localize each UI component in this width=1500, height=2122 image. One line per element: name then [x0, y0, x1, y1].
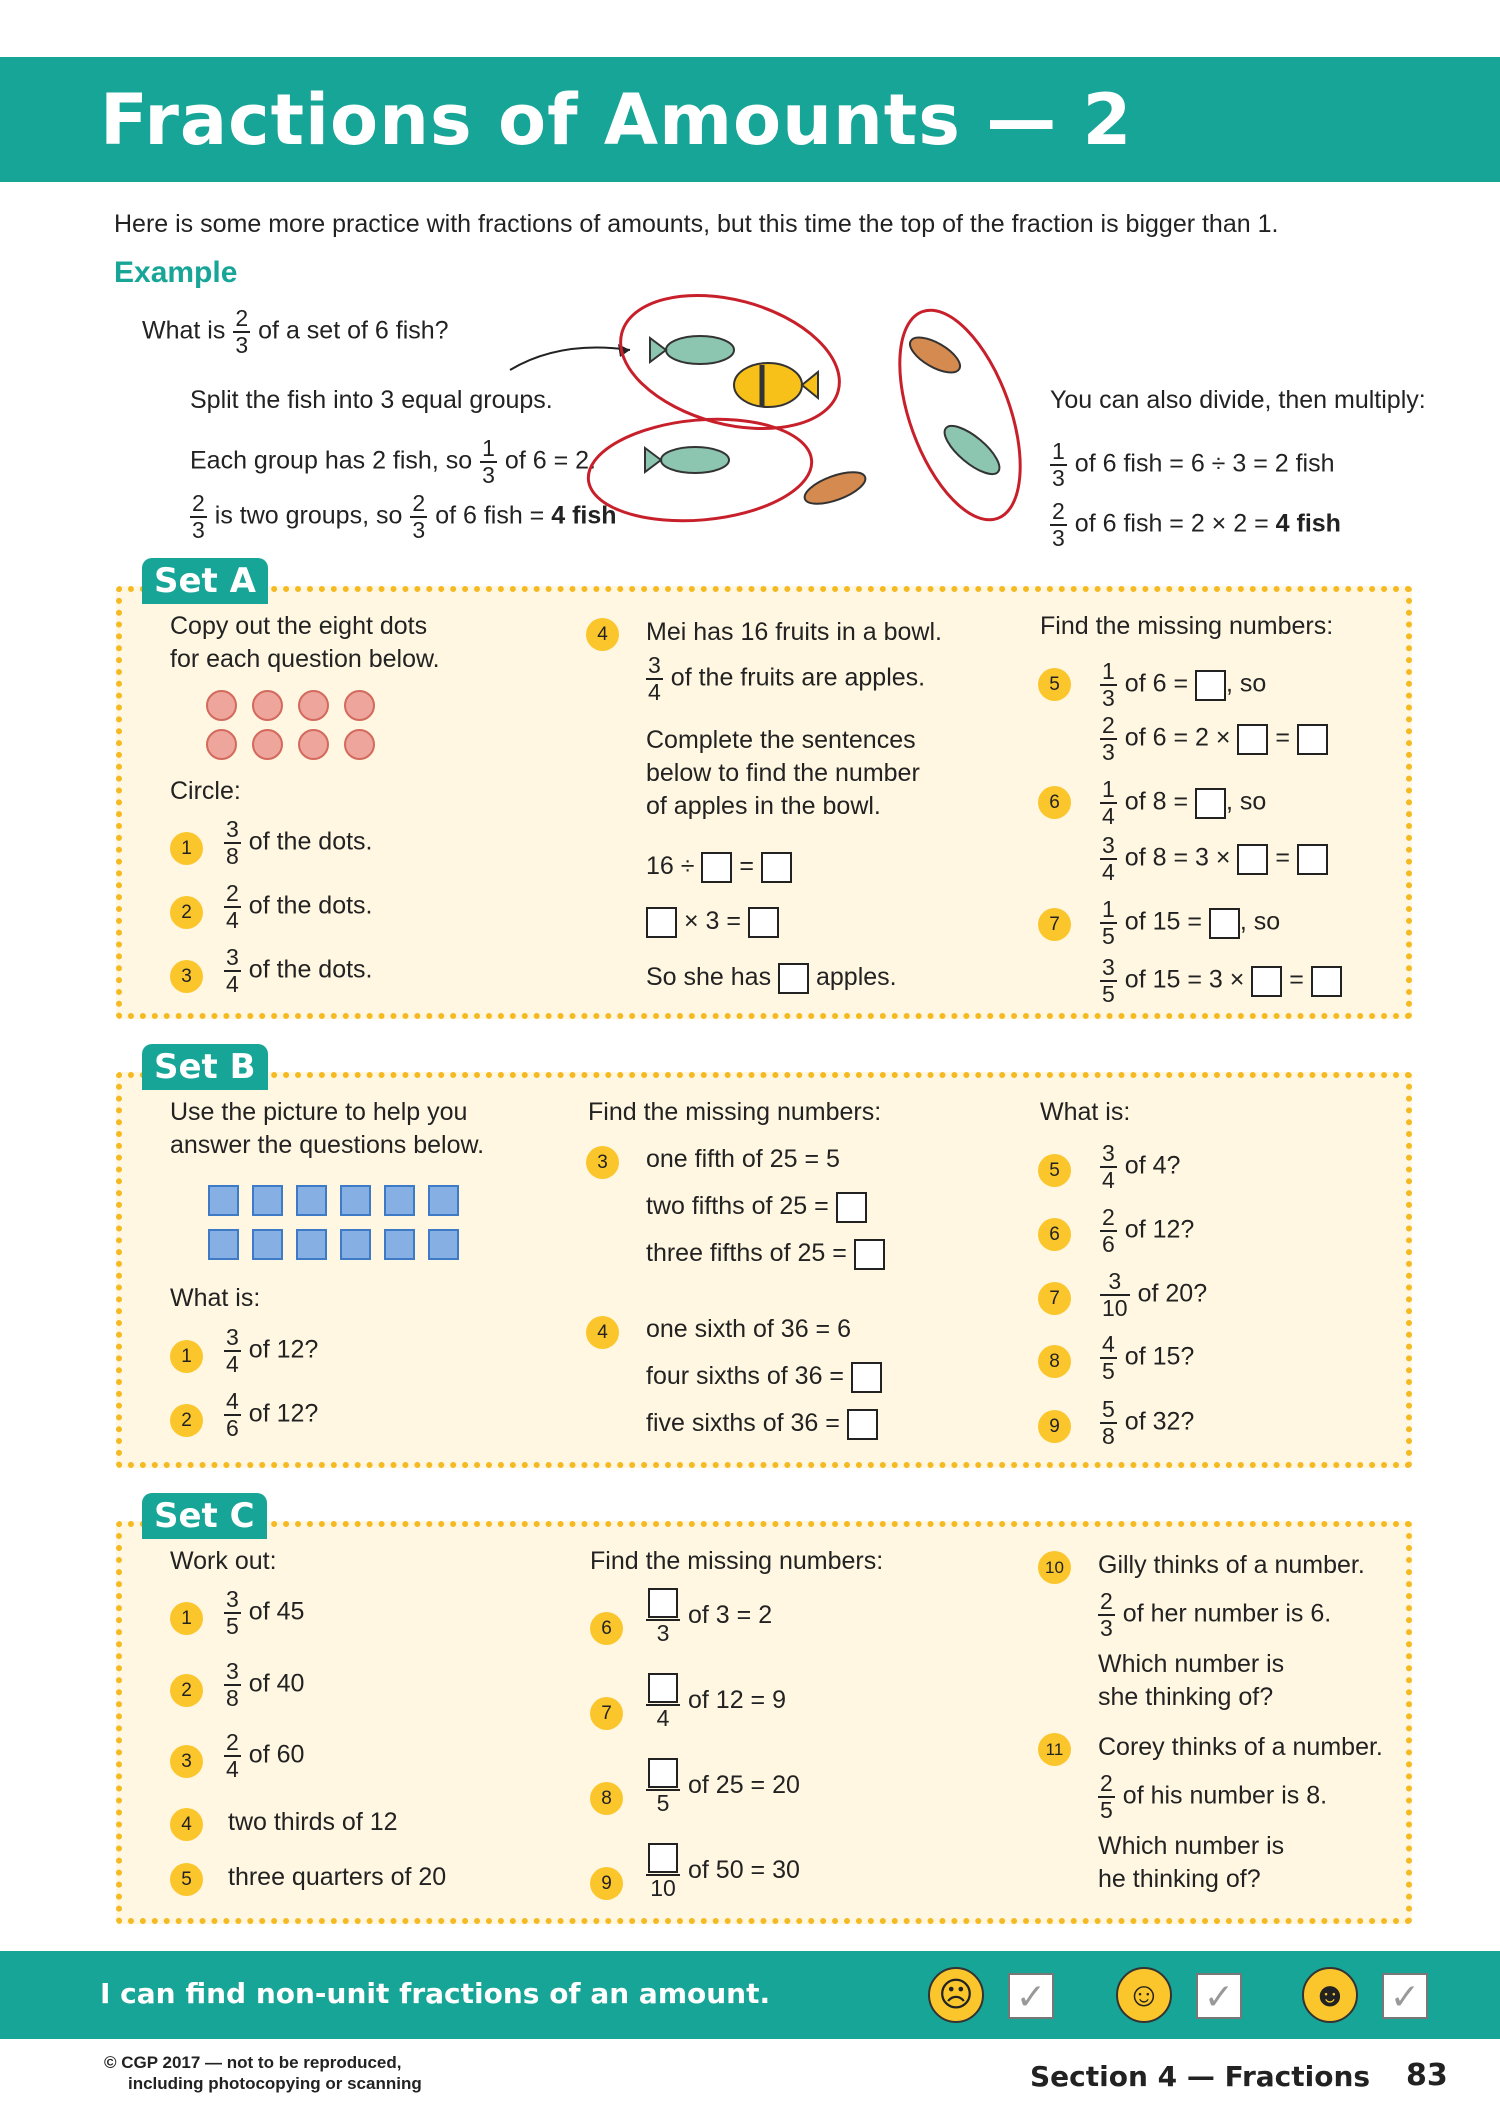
set-c-q2: $\frac{3}{8}$ of 40: [226, 1658, 305, 1711]
square: [208, 1185, 239, 1216]
question-number-5: 5: [170, 1863, 203, 1896]
answer-box[interactable]: [1195, 788, 1226, 819]
example-alt2: $\frac{2}{3}$ of 6 fish = 2 × 2 = 4 fish: [1052, 498, 1341, 551]
check-box[interactable]: ✓: [1382, 1973, 1428, 2019]
set-b-tab: Set B: [142, 1044, 268, 1090]
square: [384, 1185, 415, 1216]
set-b-what: What is:: [170, 1284, 261, 1312]
set-c-find: Find the missing numbers:: [590, 1547, 884, 1575]
answer-box[interactable]: [648, 1588, 678, 1618]
square: [340, 1229, 371, 1260]
square: [340, 1185, 371, 1216]
set-c-q4: two thirds of 12: [228, 1808, 398, 1836]
set-c-work: Work out:: [170, 1547, 277, 1575]
set-b-use-1: Use the picture to help you: [170, 1098, 468, 1126]
set-a-q1: $\frac{3}{8}$ of the dots.: [226, 816, 373, 869]
question-number-9: 9: [590, 1867, 623, 1900]
dot: [252, 729, 283, 760]
question-number-4: 4: [170, 1808, 203, 1841]
fish-icon: [801, 466, 869, 510]
set-a-q3: $\frac{3}{4}$ of the dots.: [226, 944, 373, 997]
answer-box[interactable]: [854, 1239, 885, 1270]
square: [384, 1229, 415, 1260]
check-box[interactable]: ✓: [1196, 1973, 1242, 2019]
section-label: Section 4 — Fractions: [1030, 2060, 1371, 2093]
wink-face-icon: ☻: [1302, 1967, 1358, 2023]
answer-box[interactable]: [748, 907, 779, 938]
dot: [252, 690, 283, 721]
question-number-5: 5: [1038, 668, 1071, 701]
check-box[interactable]: ✓: [1008, 1973, 1054, 2019]
question-number-1: 1: [170, 1340, 203, 1373]
set-c-g1: Gilly thinks of a number.: [1098, 1551, 1365, 1579]
dot: [344, 690, 375, 721]
set-a-q4-line1: Mei has 16 fruits in a bowl.: [646, 618, 942, 646]
question-number-9: 9: [1038, 1410, 1071, 1443]
dot: [344, 729, 375, 760]
question-number-11: 11: [1038, 1733, 1071, 1766]
footer-banner: [0, 1951, 1500, 2039]
set-a-q4-line4: below to find the number: [646, 759, 920, 787]
unsure-face-icon: ☹: [928, 1967, 984, 2023]
answer-box[interactable]: [648, 1673, 678, 1703]
set-b-use-2: answer the questions below.: [170, 1131, 485, 1159]
answer-box[interactable]: [648, 1843, 678, 1873]
set-b-f2: two fifths of 25 =: [646, 1190, 867, 1224]
answer-box[interactable]: [836, 1192, 867, 1223]
dot: [206, 690, 237, 721]
question-number-2: 2: [170, 896, 203, 929]
page-number: 83: [1406, 2058, 1448, 2093]
question-number-3: 3: [170, 1745, 203, 1778]
set-a-q2: $\frac{2}{4}$ of the dots.: [226, 880, 373, 933]
question-number-7: 7: [1038, 1282, 1071, 1315]
question-number-8: 8: [1038, 1345, 1071, 1378]
question-number-7: 7: [1038, 908, 1071, 941]
answer-box[interactable]: [1297, 724, 1328, 755]
set-b-q5: $\frac{3}{4}$ of 4?: [1102, 1140, 1181, 1193]
set-a-q6b: $\frac{3}{4}$ of 8 = 3 × =: [1100, 834, 1328, 884]
fish-picture: [500, 290, 1040, 540]
dot: [206, 729, 237, 760]
answer-box[interactable]: [778, 963, 809, 994]
example-split: Split the fish into 3 equal groups.: [190, 386, 553, 414]
answer-box[interactable]: [646, 907, 677, 938]
answer-box[interactable]: [1195, 670, 1226, 701]
question-number-4: 4: [586, 1316, 619, 1349]
set-a-eq3: So she has apples.: [646, 961, 897, 995]
square: [252, 1229, 283, 1260]
set-c-q9: 10 of 50 = 30: [646, 1843, 800, 1900]
set-c-c3: Which number is: [1098, 1832, 1285, 1860]
question-number-6: 6: [590, 1612, 623, 1645]
answer-box[interactable]: [1237, 844, 1268, 875]
set-a-tab: Set A: [142, 558, 268, 604]
copyright: © CGP 2017 — not to be reproduced, including photocopying or scanning: [104, 2053, 422, 2094]
set-a-eq2: × 3 =: [646, 905, 779, 939]
question-number-3: 3: [586, 1146, 619, 1179]
question-number-7: 7: [590, 1697, 623, 1730]
question-number-3: 3: [170, 960, 203, 993]
set-b-s3: five sixths of 36 =: [646, 1407, 878, 1441]
set-c-c4: he thinking of?: [1098, 1865, 1261, 1893]
square: [428, 1185, 459, 1216]
set-a-copy-2: for each question below.: [170, 645, 440, 673]
question-number-1: 1: [170, 832, 203, 865]
example-also: You can also divide, then multiply:: [1050, 386, 1426, 414]
set-b-find: Find the missing numbers:: [588, 1098, 882, 1126]
question-number-10: 10: [1038, 1551, 1071, 1584]
set-b-what2: What is:: [1040, 1098, 1131, 1126]
set-b-f1: one fifth of 25 = 5: [646, 1145, 840, 1173]
answer-box[interactable]: [761, 852, 792, 883]
fish-group-3: [875, 295, 1040, 536]
set-b-s2: four sixths of 36 =: [646, 1360, 882, 1394]
set-c-q3: $\frac{2}{4}$ of 60: [226, 1729, 305, 1782]
example-each: Each group has 2 fish, so $\frac{1}{3}$ of 6 = 2.: [190, 435, 596, 488]
fish-icon: [650, 336, 734, 364]
question-number-1: 1: [170, 1602, 203, 1635]
square: [208, 1229, 239, 1260]
set-a-q4-line3: Complete the sentences: [646, 726, 916, 754]
example-question: What is $\frac{2}{3}$ of a set of 6 fish?: [142, 305, 449, 358]
arrow-icon: [510, 348, 630, 371]
intro-text: Here is some more practice with fractions of amounts, but this time the top of the fraction is bigger than 1.: [114, 210, 1279, 238]
set-c-c2: $\frac{2}{5}$ of his number is 8.: [1100, 1770, 1328, 1823]
answer-box[interactable]: [1251, 966, 1282, 997]
answer-box[interactable]: [1237, 724, 1268, 755]
set-b-q6: $\frac{2}{6}$ of 12?: [1102, 1204, 1195, 1257]
fish-icon: [905, 331, 965, 380]
dot: [298, 690, 329, 721]
question-number-6: 6: [1038, 1218, 1071, 1251]
set-b-q2: $\frac{4}{6}$ of 12?: [226, 1388, 319, 1441]
set-c-q8: 5 of 25 = 20: [646, 1758, 800, 1815]
question-number-2: 2: [170, 1404, 203, 1437]
fish-icon: [645, 447, 729, 473]
set-b-f3: three fifths of 25 =: [646, 1237, 885, 1271]
set-c-q7: 4 of 12 = 9: [646, 1673, 786, 1730]
set-a-find: Find the missing numbers:: [1040, 612, 1334, 640]
answer-box[interactable]: [847, 1409, 878, 1440]
answer-box[interactable]: [701, 852, 732, 883]
fish-icon: [938, 418, 1007, 482]
example-alt1: $\frac{1}{3}$ of 6 fish = 6 ÷ 3 = 2 fish: [1052, 438, 1335, 491]
set-c-g3: Which number is: [1098, 1650, 1285, 1678]
footer-statement: I can find non-unit fractions of an amount.: [100, 1977, 771, 2010]
set-a-q5b: $\frac{2}{3}$ of 6 = 2 × =: [1100, 714, 1328, 764]
dot: [298, 729, 329, 760]
answer-box[interactable]: [1297, 844, 1328, 875]
set-a-q4-line2: $\frac{3}{4}$ of the fruits are apples.: [648, 652, 926, 705]
answer-box[interactable]: [1311, 966, 1342, 997]
fish-group-1: [606, 290, 854, 451]
example-heading: Example: [114, 256, 238, 289]
set-c-c1: Corey thinks of a number.: [1098, 1733, 1383, 1761]
answer-box[interactable]: [851, 1362, 882, 1393]
square: [428, 1229, 459, 1260]
set-b-q7: $\frac{3}{10}$ of 20?: [1102, 1268, 1208, 1321]
question-number-6: 6: [1038, 786, 1071, 819]
example-two-groups: $\frac{2}{3}$ is two groups, so $\frac{2}{3}$ of 6 fish = 4 fish: [192, 490, 617, 543]
question-number-4: 4: [586, 618, 619, 651]
set-c-g4: she thinking of?: [1098, 1683, 1274, 1711]
set-a-q7b: $\frac{3}{5}$ of 15 = 3 × =: [1100, 956, 1342, 1006]
answer-box[interactable]: [648, 1758, 678, 1788]
set-b-q1: $\frac{3}{4}$ of 12?: [226, 1324, 319, 1377]
question-number-8: 8: [590, 1782, 623, 1815]
fish-icon: [734, 363, 818, 407]
title-banner: [0, 57, 1500, 182]
answer-box[interactable]: [1209, 908, 1240, 939]
set-c-tab: Set C: [142, 1493, 267, 1539]
set-a-eq1: 16 ÷ =: [646, 850, 792, 884]
set-c-q1: $\frac{3}{5}$ of 45: [226, 1586, 305, 1639]
set-a-circle: Circle:: [170, 777, 241, 805]
page-title: Fractions of Amounts — 2: [100, 79, 1133, 161]
smile-face-icon: ☺: [1116, 1967, 1172, 2023]
set-b-q9: $\frac{5}{8}$ of 32?: [1102, 1396, 1195, 1449]
set-b-q8: $\frac{4}{5}$ of 15?: [1102, 1331, 1195, 1384]
set-a-q4-line5: of apples in the bowl.: [646, 792, 881, 820]
set-a-copy-1: Copy out the eight dots: [170, 612, 428, 640]
set-c-q5: three quarters of 20: [228, 1863, 447, 1891]
set-b-s1: one sixth of 36 = 6: [646, 1315, 852, 1343]
question-number-5: 5: [1038, 1154, 1071, 1187]
question-number-2: 2: [170, 1674, 203, 1707]
set-a-q5a: $\frac{1}{3}$ of 6 = , so: [1102, 658, 1267, 711]
set-a-q7a: $\frac{1}{5}$ of 15 = , so: [1102, 896, 1281, 949]
set-c-q6: 3 of 3 = 2: [646, 1588, 772, 1645]
square: [296, 1185, 327, 1216]
square: [252, 1185, 283, 1216]
set-a-q6a: $\frac{1}{4}$ of 8 = , so: [1102, 776, 1267, 829]
square: [296, 1229, 327, 1260]
set-c-g2: $\frac{2}{3}$ of her number is 6.: [1100, 1588, 1332, 1641]
